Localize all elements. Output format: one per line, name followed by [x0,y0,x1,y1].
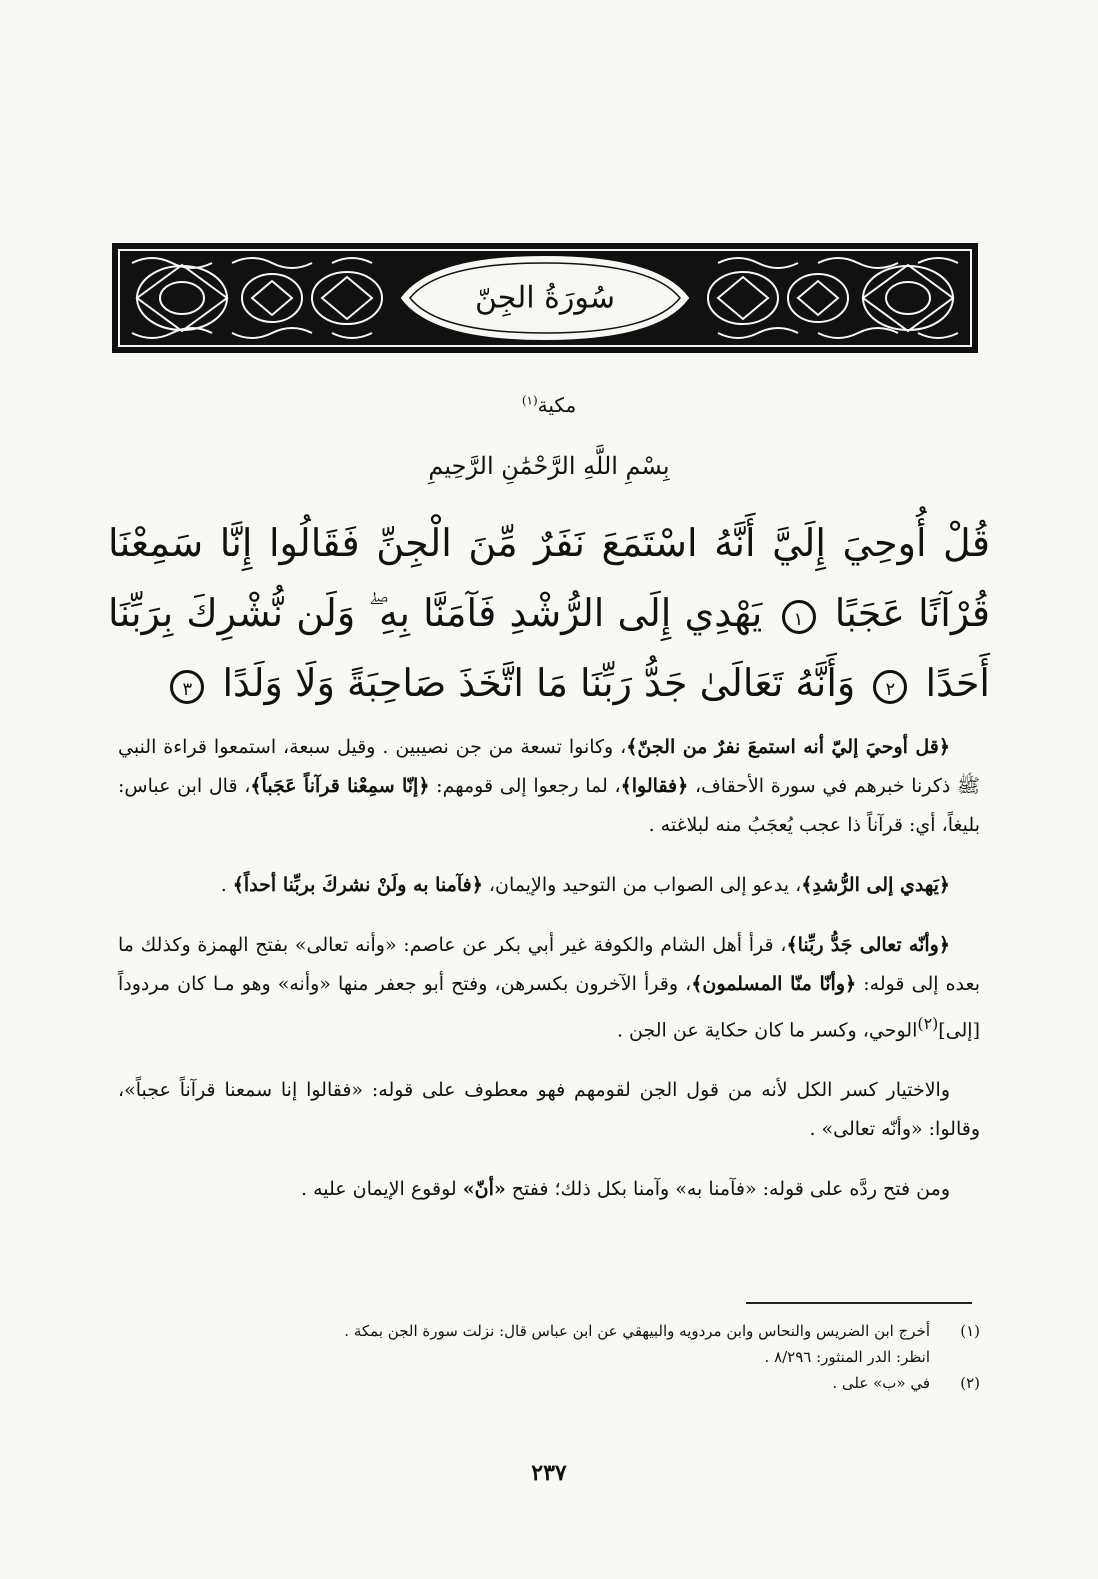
ayah-number-marker: ٢ [873,670,907,704]
quran-quote: «أنّ» [462,1178,506,1201]
footnote-ref: (١) [521,393,538,408]
quran-quote: ﴿فآمنا به ولَنْ نشركَ بربِّنا أحداً﴾ [232,874,483,896]
ayah-text: يَهْدِي إِلَى الرُّشْدِ فَآمَنَّا بِهِ ۖ وَلَن نُّشْرِكَ بِرَبِّنَا أَحَدًا [108,591,990,705]
tafsir-text: ، وكانوا تسعة من جن نصيبين . وقيل سبعة، استمعوا قراءة النبي ﷺ ذكرنا خبرهم في سورة الأحقاف، [118,736,980,797]
surah-title: سُورَةُ الجِنّ [474,280,616,316]
tafsir-text: ، قال ابن عباس: بليغاً، أي: قرآناً ذا عجب يُعجَبُ منه لبلاغته . [118,775,980,836]
quran-quote: ﴿قل أوحيَ إليّ أنه استمعَ نفرٌ من الجنّ﴾ [626,736,950,758]
tafsir-paragraph [118,926,980,1050]
quran-quote: ﴿إنّا سمِعْنا قرآناً عَجَباً﴾ [250,775,430,797]
ayah-text: وَأَنَّهُ تَعَالَىٰ جَدُّ رَبِّنَا مَا اتَّخَذَ صَاحِبَةً وَلَا وَلَدًا [222,661,856,705]
page-number: ٢٣٧ [531,1460,567,1486]
tafsir-text: ، يدعو إلى الصواب من التوحيد والإيمان، [482,874,802,896]
basmala: بِسْمِ اللَّهِ الرَّحْمَٰنِ الرَّحِيمِ [428,452,670,480]
tafsir-text: ، لما رجعوا إلى قومهم: [429,775,621,797]
footnote-continuation: انظر: الدر المنثور: ٨/٢٩٦ . [764,1348,930,1366]
quran-verses [108,508,990,718]
makkiya-label: مكية [537,393,577,417]
tafsir-paragraph [118,728,980,845]
revelation-type [0,393,1098,417]
tafsir-text: الوحي، وكسر ما كان حكاية عن الجن . [616,1019,918,1042]
footnote-ref: (٢) [917,1014,939,1033]
footnote-number: (١) [960,1322,980,1340]
tafsir-paragraph [118,1170,980,1209]
tafsir-text: ومن فتح ردَّه على قوله: «فآمنا به» وآمنا بكل ذلك؛ ففتح [505,1178,950,1201]
footnote-divider [746,1302,972,1304]
tafsir-paragraph [118,866,980,905]
tafsir-text: . [220,874,233,896]
footnote [118,1370,980,1396]
tafsir-body [118,728,980,1230]
footnote-number: (٢) [960,1374,980,1392]
footnote [118,1318,980,1344]
ayah-text: قُلْ أُوحِيَ إِلَيَّ أَنَّهُ اسْتَمَعَ نَفَرٌ مِّنَ الْجِنِّ فَقَالُوا إِنَّا سَمِعْنَا قُرْآنًا عَجَبًا [108,521,991,635]
tafsir-text: ، قرأ أهل الشام والكوفة غير أبي بكر عن عاصم: «وأنه تعالى» بفتح الهمزة وكذلك ما بعده إلى قوله: [118,934,980,995]
quran-quote: ﴿يَهدي إلى الرُّشدِ﴾ [801,874,950,896]
quran-quote: ﴿وأنّه تعالى جَدُّ ربِّنا﴾ [786,934,950,956]
footnote-text: في «ب» على . [832,1374,930,1392]
footnote-text: أخرج ابن الضريس والنحاس وابن مردويه والبيهقي عن ابن عباس قال: نزلت سورة الجن بمكة . [344,1322,930,1340]
ayah-number-marker: ١ [782,600,816,634]
ayah-number-marker: ٣ [170,670,204,704]
tafsir-text: لوقوع الإيمان عليه . [301,1178,463,1201]
tafsir-paragraph: والاختيار كسر الكل لأنه من قول الجن لقومهم فهو معطوف على قوله: «فقالوا إنا سمعنا قرآناً عجباً»، وقالوا: «وأنّه تعالى» . [118,1079,980,1141]
quran-quote: ﴿فقالوا﴾ [620,775,689,797]
surah-header-banner [112,243,978,353]
quran-quote: ﴿وأنّا منّا المسلمون﴾ [691,973,857,995]
tafsir-text: ، وقرأ الآخرون بكسرهن، وفتح أبو جعفر منها «وأنه» وهو مـا كان مردوداً [إلى] [118,973,980,1042]
footnotes [118,1318,980,1396]
